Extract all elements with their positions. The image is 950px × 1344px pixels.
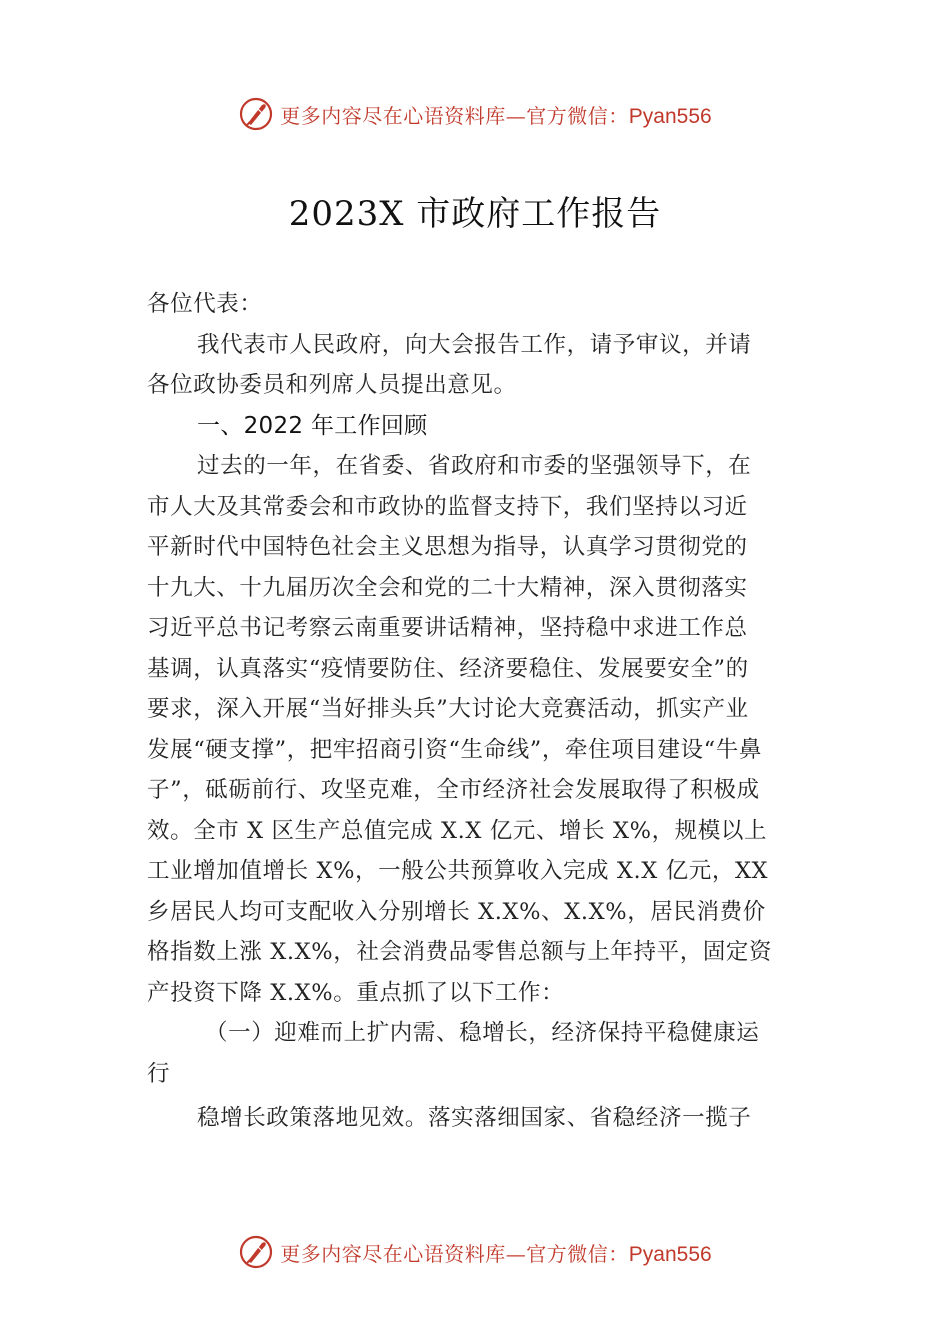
paragraph-line: 基调，认真落实“疫情要防住、经济要稳住、发展要安全”的 — [147, 655, 749, 682]
paragraph-line: 发展“硬支撑”，把牢招商引资“生命线”，牵住项目建设“牛鼻 — [147, 736, 762, 763]
paragraph-line: 工业增加值增长 X%，一般公共预算收入完成 X.X 亿元，XX — [147, 858, 769, 884]
paragraph-line: 十九大、十九届历次全会和党的二十大精神，深入贯彻落实 — [147, 574, 748, 601]
paragraph-line: 习近平总书记考察云南重要讲话精神，坚持稳中求进工作总 — [147, 615, 748, 641]
paragraph-line: 各位政协委员和列席人员提出意见。 — [147, 372, 517, 398]
paragraph-line: 格指数上涨 X.X%，社会消费品零售总额与上年持平，固定资 — [147, 939, 773, 965]
header-banner — [0, 94, 950, 134]
paragraph-line: 乡居民人均可支配收入分别增长 X.X%、X.X%，居民消费价 — [147, 898, 766, 925]
paragraph-line: 平新时代中国特色社会主义思想为指导，认真学习贯彻党的 — [147, 534, 748, 560]
paragraph-line: 要求，深入开展“当好排头兵”大讨论大竞赛活动，抓实产业 — [147, 696, 749, 722]
subsection-heading-continued: 行 — [147, 1060, 171, 1087]
salutation: 各位代表： — [147, 291, 263, 317]
footer-banner-text: 更多内容尽在心语资料库—官方微信：Pyan556 — [280, 1241, 712, 1266]
quill-pen-logo-icon — [238, 96, 274, 132]
section-heading: 一、2022 年工作回顾 — [197, 412, 428, 439]
subsection-heading: （一）迎难而上扩内需、稳增长，经济保持平稳健康运 — [205, 1020, 760, 1046]
quill-pen-logo-icon — [238, 1234, 274, 1270]
paragraph-line: 我代表市人民政府，向大会报告工作，请予审议，并请 — [197, 331, 752, 358]
paragraph-line: 效。全市 X 区生产总值完成 X.X 亿元、增长 X%，规模以上 — [147, 817, 768, 844]
paragraph-line: 产投资下降 X.X%。重点抓了以下工作： — [147, 979, 565, 1006]
header-banner-text: 更多内容尽在心语资料库—官方微信：Pyan556 — [280, 103, 712, 128]
document-body — [147, 284, 813, 1139]
paragraph-line: 稳增长政策落地见效。落实落细国家、省稳经济一揽子 — [197, 1105, 752, 1131]
paragraph-line: 过去的一年，在省委、省政府和市委的坚强领导下，在 — [197, 453, 752, 479]
paragraph-line: 市人大及其常委会和市政协的监督支持下，我们坚持以习近 — [147, 493, 748, 520]
paragraph-line: 子”，砥砺前行、攻坚克难，全市经济社会发展取得了积极成 — [147, 777, 760, 803]
document-title: 2023X 市政府工作报告 — [288, 194, 662, 234]
header-wechat-id: Pyan556 — [628, 104, 712, 128]
footer-wechat-id: Pyan556 — [628, 1242, 712, 1266]
footer-banner — [0, 1232, 950, 1272]
